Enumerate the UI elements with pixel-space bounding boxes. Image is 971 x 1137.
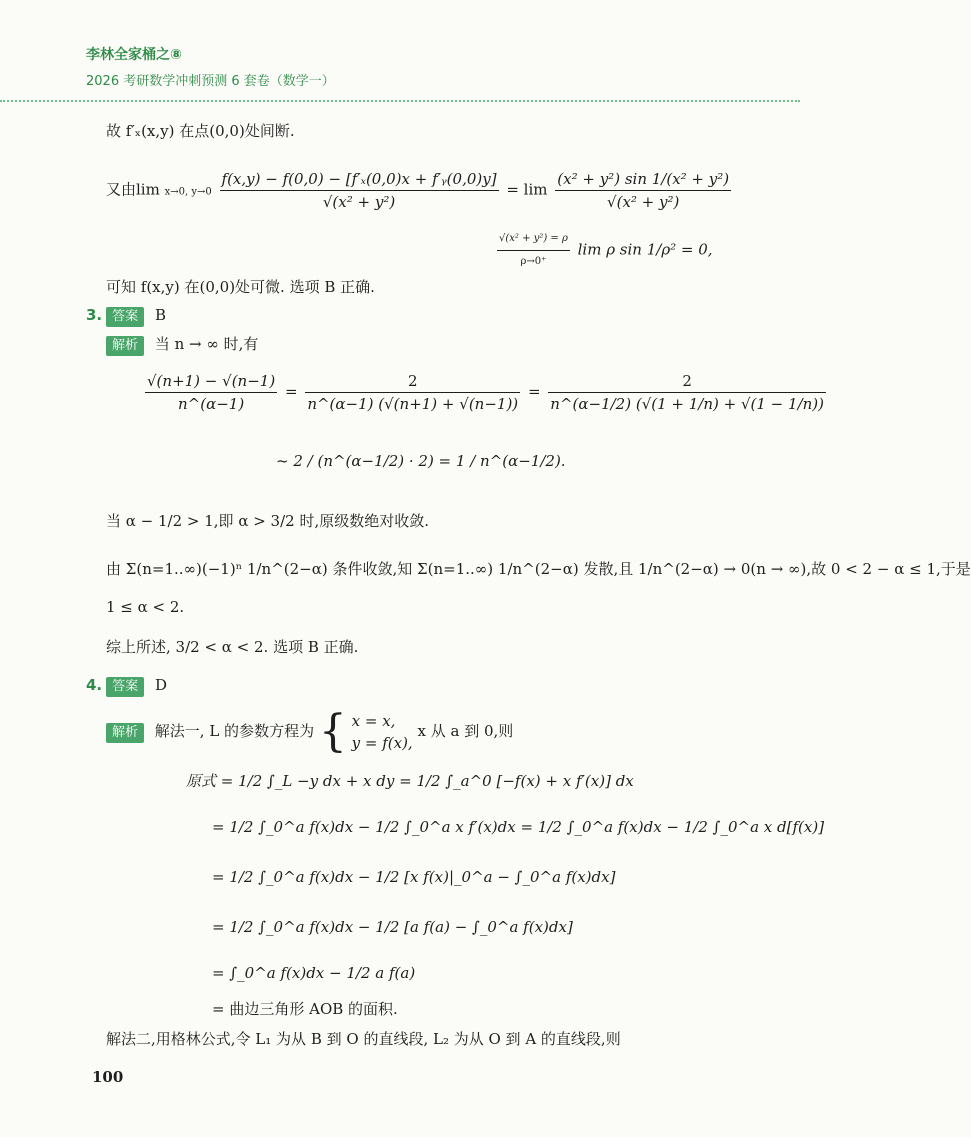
answer-value: D	[154, 676, 167, 694]
denominator: √(x² + y²)	[322, 193, 396, 211]
derivation-step: = 曲边三角形 AOB 的面积.	[212, 1000, 398, 1018]
text-line: 解法二,用格林公式,令 L₁ 为从 B 到 O 的直线段, L₂ 为从 O 到 A 的直线段,则	[106, 1030, 621, 1048]
text-line: 1 ≤ α < 2.	[106, 598, 185, 616]
answer-value: B	[154, 306, 166, 324]
param-equation: y = f(x),	[351, 734, 413, 752]
fraction	[548, 370, 826, 415]
question-number: 4.	[86, 676, 103, 694]
limit-substitution	[494, 228, 713, 273]
series-title: 李林全家桶之⑧	[86, 47, 182, 63]
page-number: 100	[92, 1068, 124, 1086]
numerator: 2	[548, 370, 826, 393]
fraction	[145, 370, 277, 415]
text-line: 当 α − 1/2 > 1,即 α > 3/2 时,原级数绝对收敛.	[106, 512, 430, 530]
method-1-intro: 解法一, L 的参数方程为	[154, 722, 315, 740]
analysis-tag: 解析	[106, 723, 144, 743]
question-4-analysis-row	[102, 706, 514, 757]
limit-subscript: x→0, y→0	[164, 186, 212, 198]
denominator: n^(α−1)	[178, 395, 245, 413]
derivation-step: = 1/2 ∫_0^a f(x)dx − 1/2 ∫_0^a x f′(x)dx = 1/2 ∫_0^a f(x)dx − 1/2 ∫_0^a x d[f(x)]	[212, 818, 825, 836]
text-line: 综上所述, 3/2 < α < 2. 选项 B 正确.	[106, 638, 359, 656]
numerator: √(n+1) − √(n−1)	[145, 370, 277, 393]
text-line: 由 Σ(n=1..∞)(−1)ⁿ 1/n^(2−α) 条件收敛,知 Σ(n=1..∞) 1/n^(2−α) 发散,且 1/n^(2−α) → 0(n → ∞),故 0 < 2 − α ≤ 1,于是	[106, 560, 971, 578]
question-4-answer-row	[86, 674, 167, 697]
denominator: n^(α−1) (√(n+1) + √(n−1))	[307, 395, 519, 413]
limit-lead: 又由lim	[106, 180, 160, 199]
param-range: x 从 a 到 0,则	[417, 722, 514, 740]
numerator: 2	[305, 370, 520, 393]
denominator: n^(α−1/2) (√(1 + 1/n) + √(1 − 1/n))	[550, 395, 824, 413]
limit-result: lim ρ sin 1/ρ² = 0,	[577, 240, 713, 259]
analysis-tag: 解析	[106, 336, 144, 356]
analysis-intro: 当 n → ∞ 时,有	[154, 335, 259, 353]
fraction	[305, 370, 520, 415]
answer-tag: 答案	[106, 307, 144, 327]
derivation-step: = 1/2 ∫_0^a f(x)dx − 1/2 [x f(x)|_0^a − ∫_0^a f(x)dx]	[212, 868, 616, 886]
series-equation: $\frac{√(n+1) - √(n-1)}{n\^{}(\alpha-1)}$ = $\frac{2}{n\^{}(\alpha-1) (√(n+1) + √(n-1))}$ = $\frac{2}{n\^{}(\alpha-1/2) (√(1 + 1/n) + √(1 - 1/n))}$	[147, 372, 824, 413]
question-3-answer-row	[86, 304, 166, 327]
param-equation: x = x,	[351, 712, 396, 730]
derivation-step: 原式 = 1/2 ∫_L −y dx + x dy = 1/2 ∫_a^0 [−f(x) + x f′(x)] dx	[186, 772, 634, 790]
substitution	[497, 228, 570, 273]
text-line: 故 f′ₓ(x,y) 在点(0,0)处间断.	[106, 122, 295, 140]
limit-equation	[106, 168, 734, 213]
denominator: √(x² + y²)	[607, 193, 680, 211]
numerator: f(x,y) − f(0,0) − [f′ₓ(0,0)x + f′ᵧ(0,0)y]	[220, 168, 499, 191]
question-number: 3.	[86, 306, 103, 324]
limit-subscript: ρ→0⁺	[520, 256, 547, 267]
fraction	[220, 168, 499, 213]
text-line: 可知 f(x,y) 在(0,0)处可微. 选项 B 正确.	[106, 278, 375, 296]
parametric-system	[352, 710, 413, 754]
brace: {	[318, 706, 347, 757]
fraction	[555, 168, 731, 213]
equals-lim: = lim	[506, 180, 548, 199]
question-3-analysis-row	[102, 333, 258, 356]
derivation-step: = ∫_0^a f(x)dx − 1/2 a f(a)	[212, 964, 416, 982]
derivation-step: = 1/2 ∫_0^a f(x)dx − 1/2 [a f(a) − ∫_0^a f(x)dx]	[212, 918, 573, 936]
book-title: 2026 考研数学冲刺预测 6 套卷（数学一）	[86, 74, 335, 89]
answer-tag: 答案	[106, 677, 144, 697]
equivalence-line: ~ 2 / (n^(α−1/2) · 2) = 1 / n^(α−1/2).	[276, 452, 566, 470]
substitution-note: √(x² + y²) = ρ	[497, 228, 570, 251]
numerator: (x² + y²) sin 1/(x² + y²)	[555, 168, 731, 191]
